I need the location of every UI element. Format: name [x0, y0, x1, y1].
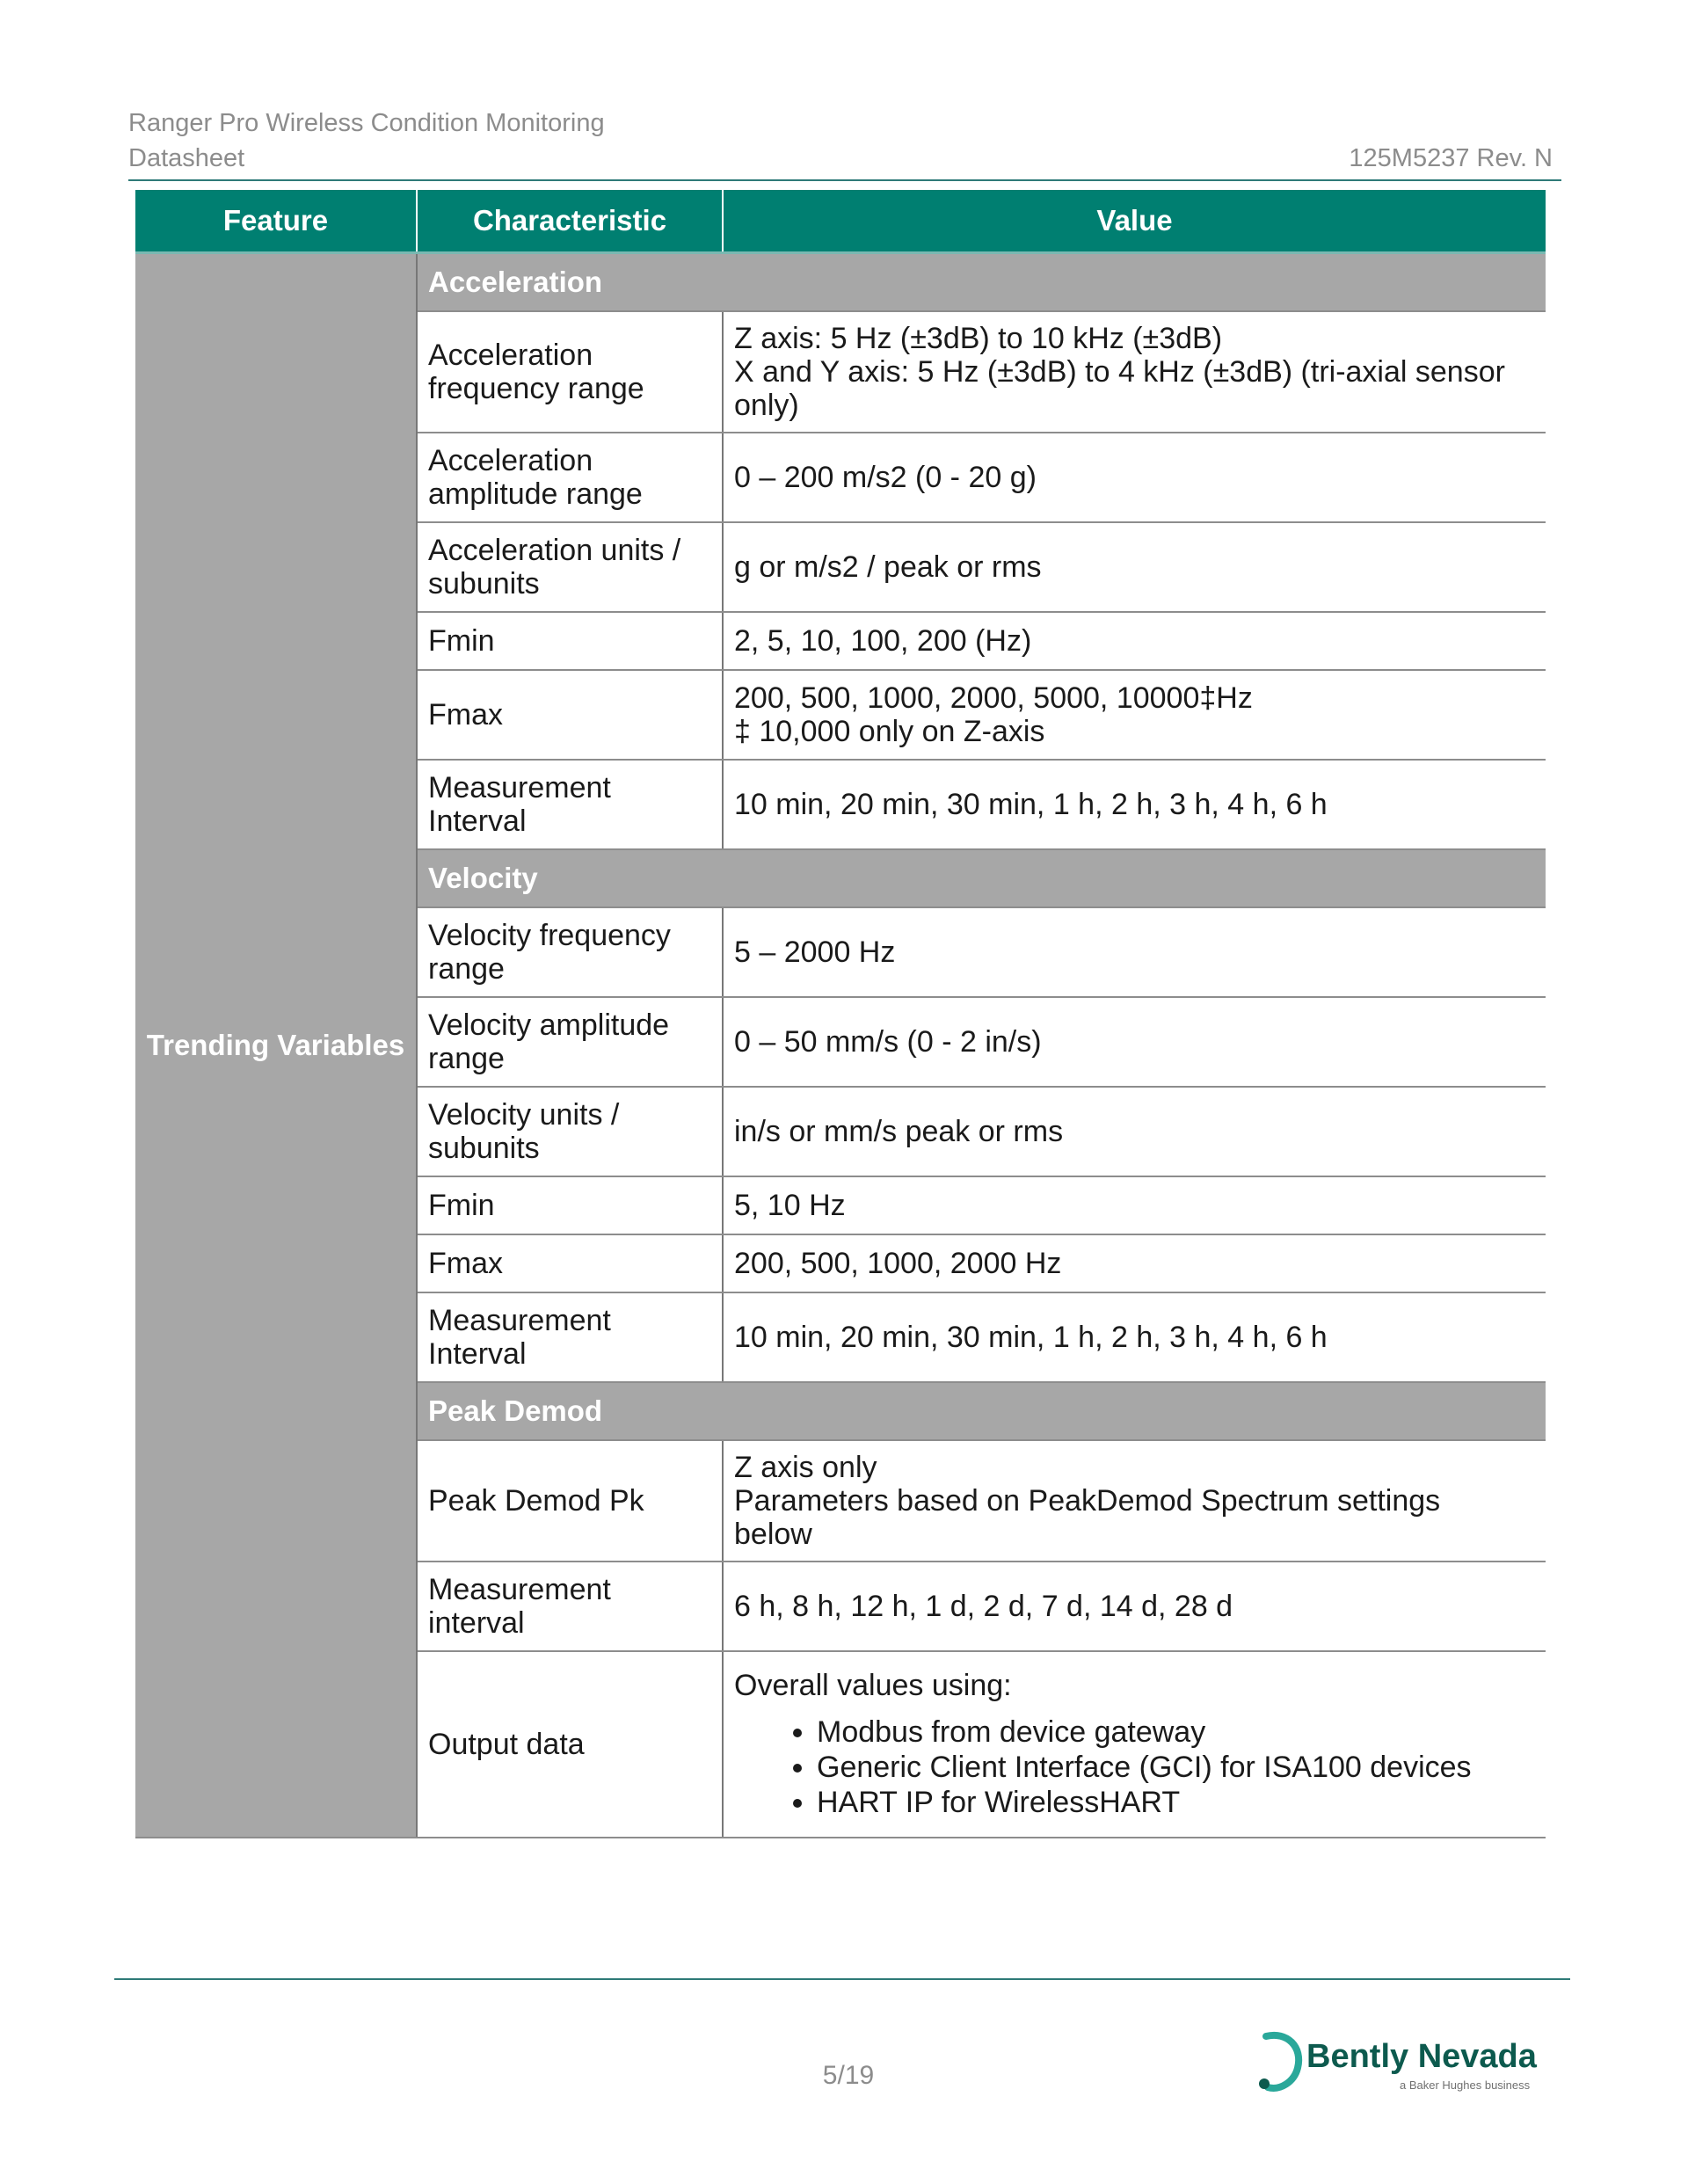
characteristic-text: range	[428, 1042, 505, 1075]
characteristic-text: Output data	[428, 1728, 585, 1761]
value-text: Z axis only	[734, 1451, 877, 1484]
section-row-acceleration	[135, 253, 1546, 312]
section-title: Peak Demod	[417, 1382, 1546, 1440]
value-cell	[723, 997, 1546, 1087]
characteristic-text: Fmax	[428, 1247, 503, 1280]
feature-cell: Trending Variables	[135, 253, 417, 1838]
characteristic-cell	[417, 612, 723, 670]
value-text: 0 – 50 mm/s (0 - 2 in/s)	[734, 1025, 1042, 1059]
characteristic-text: Fmin	[428, 1189, 495, 1222]
value-text: only)	[734, 389, 799, 422]
characteristic-cell	[417, 997, 723, 1087]
column-header-value: Value	[723, 190, 1546, 253]
output-bullet-list	[734, 1714, 1535, 1820]
characteristic-text: Acceleration	[428, 339, 593, 372]
value-cell	[723, 1562, 1546, 1651]
characteristic-cell	[417, 670, 723, 760]
characteristic-cell	[417, 1651, 723, 1838]
value-text: 200, 500, 1000, 2000, 5000, 10000‡Hz	[734, 681, 1253, 715]
characteristic-text: Interval	[428, 804, 527, 838]
characteristic-cell	[417, 760, 723, 849]
characteristic-text: Measurement	[428, 1304, 611, 1337]
value-cell	[723, 1176, 1546, 1234]
value-cell	[723, 1087, 1546, 1176]
value-cell	[723, 1292, 1546, 1382]
section-title: Acceleration	[417, 253, 1546, 312]
bently-nevada-logo-icon	[1254, 2027, 1306, 2094]
value-text: ‡ 10,000 only on Z-axis	[734, 715, 1045, 748]
value-cell	[723, 670, 1546, 760]
characteristic-cell	[417, 311, 723, 433]
spec-table	[135, 190, 1546, 1838]
characteristic-text: Velocity units /	[428, 1098, 620, 1132]
value-cell	[723, 1440, 1546, 1562]
characteristic-cell	[417, 522, 723, 612]
characteristic-cell	[417, 1087, 723, 1176]
value-cell	[723, 1234, 1546, 1292]
value-text: X and Y axis: 5 Hz (±3dB) to 4 kHz (±3dB) (tri-axial sensor	[734, 355, 1505, 389]
characteristic-cell	[417, 907, 723, 997]
characteristic-text: Fmin	[428, 624, 495, 658]
brand-name: Bently Nevada	[1306, 2038, 1537, 2075]
value-cell	[723, 311, 1546, 433]
value-cell	[723, 907, 1546, 997]
characteristic-text: range	[428, 952, 505, 986]
characteristic-text: subunits	[428, 1132, 540, 1165]
characteristic-text: Fmax	[428, 698, 503, 732]
list-item: • Generic Client Interface (GCI) for ISA100 devices	[817, 1750, 1535, 1785]
header-title-line1: Ranger Pro Wireless Condition Monitoring	[128, 109, 605, 137]
characteristic-text: Acceleration	[428, 444, 593, 477]
characteristic-text: frequency range	[428, 372, 644, 405]
characteristic-cell	[417, 1440, 723, 1562]
page-number: 5/19	[822, 2061, 875, 2090]
value-text: 10 min, 20 min, 30 min, 1 h, 2 h, 3 h, 4 h, 6 h	[734, 1321, 1328, 1354]
table-header-row	[135, 190, 1546, 253]
characteristic-text: interval	[428, 1606, 525, 1640]
value-cell	[723, 433, 1546, 522]
value-text: 5, 10 Hz	[734, 1189, 846, 1222]
value-text: 200, 500, 1000, 2000 Hz	[734, 1247, 1062, 1280]
characteristic-text: Interval	[428, 1337, 527, 1371]
header-title-line2: Datasheet	[128, 144, 245, 172]
page-header	[128, 106, 1553, 176]
brand-subtitle: a Baker Hughes business	[1400, 2078, 1531, 2092]
value-text: Parameters based on PeakDemod Spectrum settings	[734, 1484, 1441, 1518]
bently-nevada-logo	[1248, 2027, 1547, 2098]
value-text: Overall values using:	[734, 1669, 1012, 1702]
column-header-characteristic: Characteristic	[417, 190, 723, 253]
value-text: 5 – 2000 Hz	[734, 935, 896, 969]
characteristic-text: Measurement	[428, 1573, 611, 1606]
characteristic-text: Measurement	[428, 771, 611, 804]
value-text: below	[734, 1518, 812, 1551]
characteristic-cell	[417, 1234, 723, 1292]
value-cell	[723, 1651, 1546, 1838]
header-divider	[128, 179, 1561, 181]
characteristic-cell	[417, 433, 723, 522]
characteristic-text: Peak Demod Pk	[428, 1484, 644, 1518]
characteristic-cell	[417, 1176, 723, 1234]
column-header-feature: Feature	[135, 190, 417, 253]
value-text: 2, 5, 10, 100, 200 (Hz)	[734, 624, 1032, 658]
doc-number: 125M5237 Rev. N	[1349, 144, 1553, 172]
characteristic-text: subunits	[428, 567, 540, 601]
value-text: 0 – 200 m/s2 (0 - 20 g)	[734, 461, 1037, 494]
characteristic-text: Acceleration units /	[428, 534, 681, 567]
characteristic-cell	[417, 1562, 723, 1651]
characteristic-text: Velocity amplitude	[428, 1008, 670, 1042]
value-cell	[723, 522, 1546, 612]
value-text: Z axis: 5 Hz (±3dB) to 10 kHz (±3dB)	[734, 322, 1223, 355]
characteristic-text: Velocity frequency	[428, 919, 671, 952]
characteristic-text: amplitude range	[428, 477, 643, 511]
characteristic-cell	[417, 1292, 723, 1382]
value-text: 6 h, 8 h, 12 h, 1 d, 2 d, 7 d, 14 d, 28 d	[734, 1590, 1233, 1623]
section-title: Velocity	[417, 849, 1546, 907]
value-text: 10 min, 20 min, 30 min, 1 h, 2 h, 3 h, 4 h, 6 h	[734, 788, 1328, 821]
list-item: • Modbus from device gateway	[817, 1714, 1535, 1750]
value-text: in/s or mm/s peak or rms	[734, 1115, 1064, 1148]
value-cell	[723, 612, 1546, 670]
list-item: • HART IP for WirelessHART	[817, 1785, 1535, 1820]
footer-divider	[114, 1978, 1570, 1980]
value-text: g or m/s2 / peak or rms	[734, 550, 1042, 584]
value-cell	[723, 760, 1546, 849]
header-row	[128, 141, 1553, 176]
